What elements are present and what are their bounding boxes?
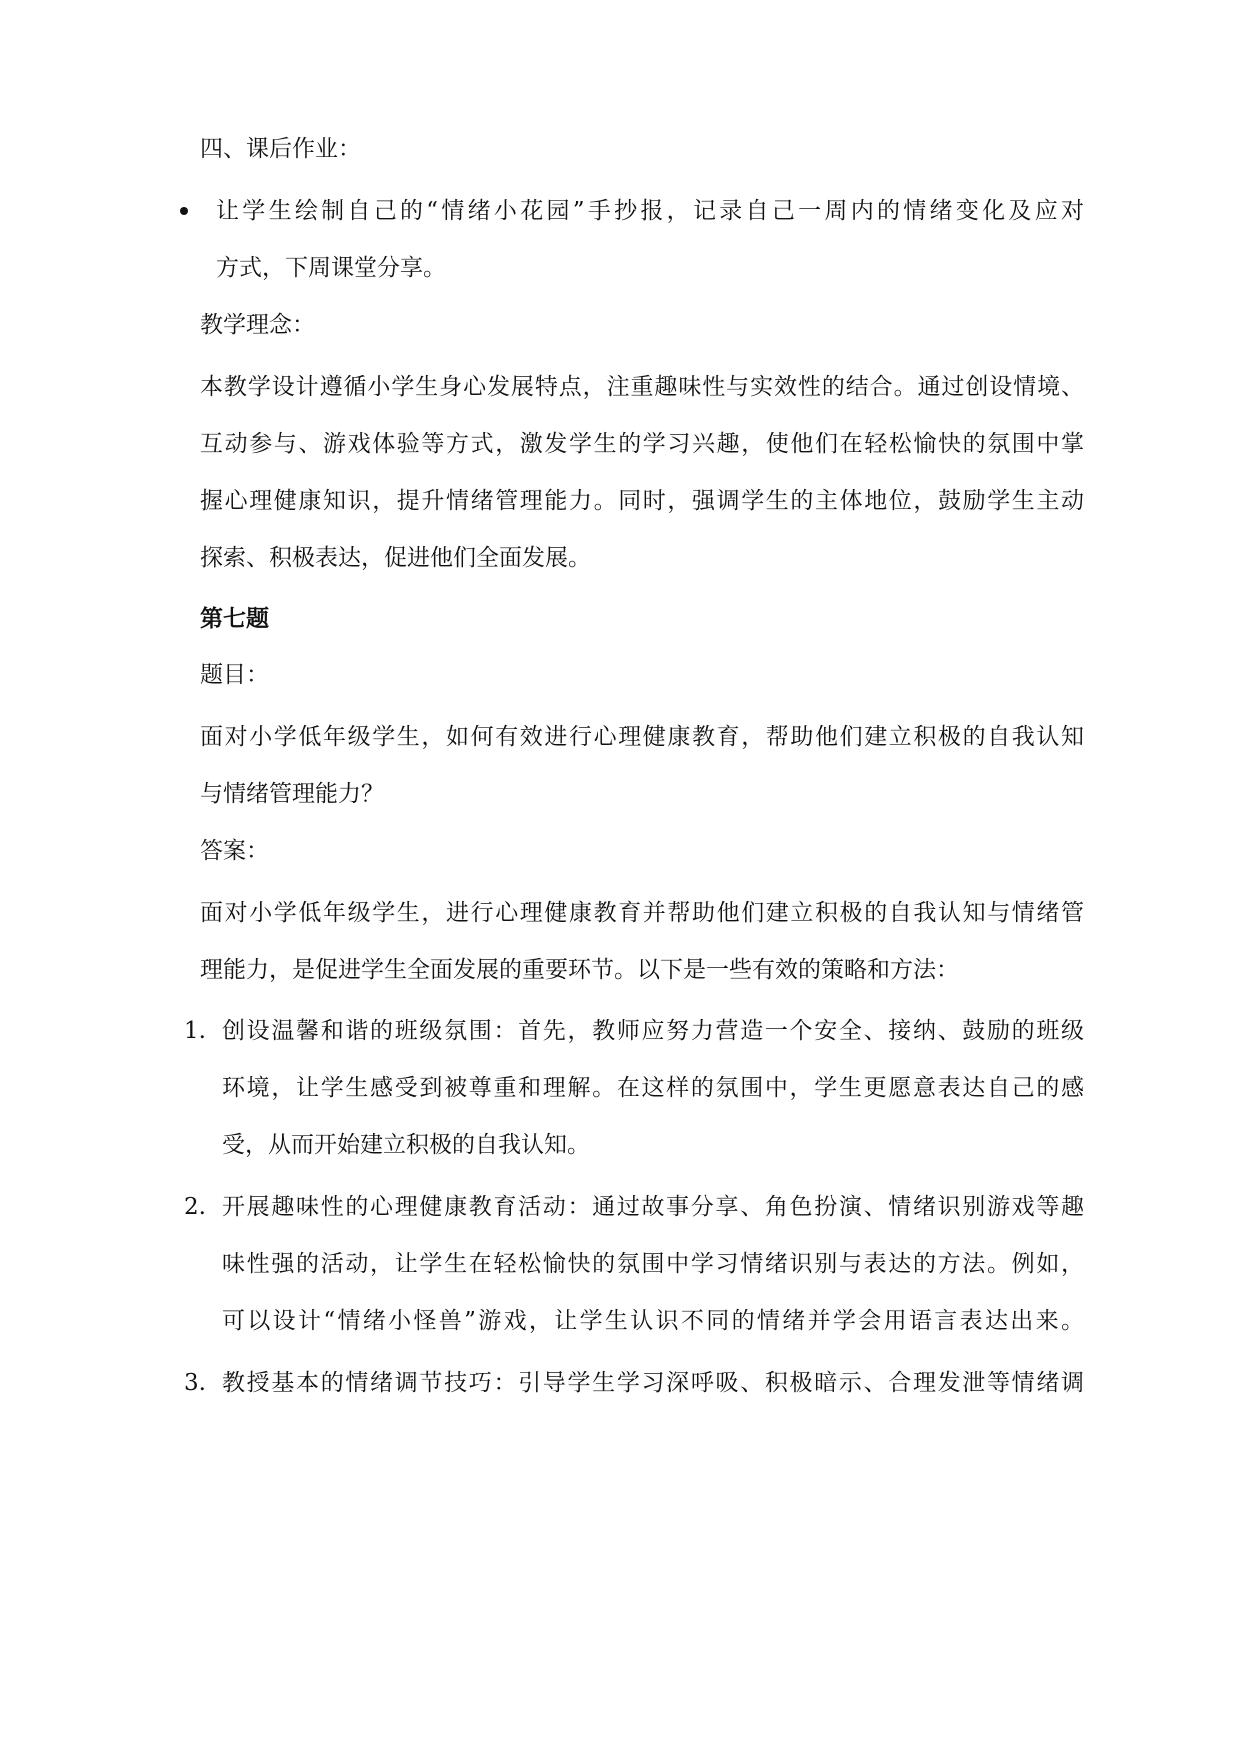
- list-item-2-line-3: 可以设计“情绪小怪兽”游戏，让学生认识不同的情绪并学会用语言表达出来。: [222, 1308, 1084, 1334]
- homework-bullet-line-1: 让学生绘制自己的“情绪小花园”手抄报，记录自己一周内的情绪变化及应对: [216, 198, 1084, 224]
- question-label: 题目：: [200, 662, 269, 688]
- question-title: 第七题: [200, 605, 269, 632]
- list-item-marker: 3.: [184, 1370, 206, 1396]
- question-line-2: 与情绪管理能力？: [200, 781, 384, 807]
- homework-bullet-line-2: 方式，下周课堂分享。: [216, 255, 446, 281]
- list-item-2-line-2: 味性强的活动，让学生在轻松愉快的氛围中学习情绪识别与表达的方法。例如，: [222, 1251, 1084, 1277]
- homework-heading: 四、课后作业：: [200, 136, 361, 162]
- list-item-1-line-2: 环境，让学生感受到被尊重和理解。在这样的氛围中，学生更愿意表达自己的感: [222, 1075, 1084, 1101]
- philosophy-line-4: 探索、积极表达，促进他们全面发展。: [200, 545, 591, 571]
- answer-intro-line-2: 理能力，是促进学生全面发展的重要环节。以下是一些有效的策略和方法：: [200, 957, 959, 983]
- list-item-2-line-1: 开展趣味性的心理健康教育活动：通过故事分享、角色扮演、情绪识别游戏等趣: [222, 1194, 1084, 1220]
- philosophy-line-2: 互动参与、游戏体验等方式，激发学生的学习兴趣，使他们在轻松愉快的氛围中掌: [200, 431, 1084, 457]
- answer-intro-line-1: 面对小学低年级学生，进行心理健康教育并帮助他们建立积极的自我认知与情绪管: [200, 900, 1084, 926]
- philosophy-line-3: 握心理健康知识，提升情绪管理能力。同时，强调学生的主体地位，鼓励学生主动: [200, 488, 1084, 514]
- list-item-marker: 1.: [184, 1018, 206, 1044]
- list-item-3-line-1: 教授基本的情绪调节技巧：引导学生学习深呼吸、积极暗示、合理发泄等情绪调: [222, 1370, 1084, 1396]
- list-item-1-line-3: 受，从而开始建立积极的自我认知。: [222, 1132, 590, 1158]
- philosophy-line-1: 本教学设计遵循小学生身心发展特点，注重趣味性与实效性的结合。通过创设情境、: [200, 374, 1084, 400]
- answer-label: 答案：: [200, 838, 269, 864]
- bullet-icon: [180, 207, 188, 215]
- philosophy-heading: 教学理念：: [200, 312, 315, 338]
- list-item-1-line-1: 创设温馨和谐的班级氛围：首先，教师应努力营造一个安全、接纳、鼓励的班级: [222, 1018, 1084, 1044]
- question-line-1: 面对小学低年级学生，如何有效进行心理健康教育，帮助他们建立积极的自我认知: [200, 724, 1084, 750]
- list-item-marker: 2.: [184, 1194, 206, 1220]
